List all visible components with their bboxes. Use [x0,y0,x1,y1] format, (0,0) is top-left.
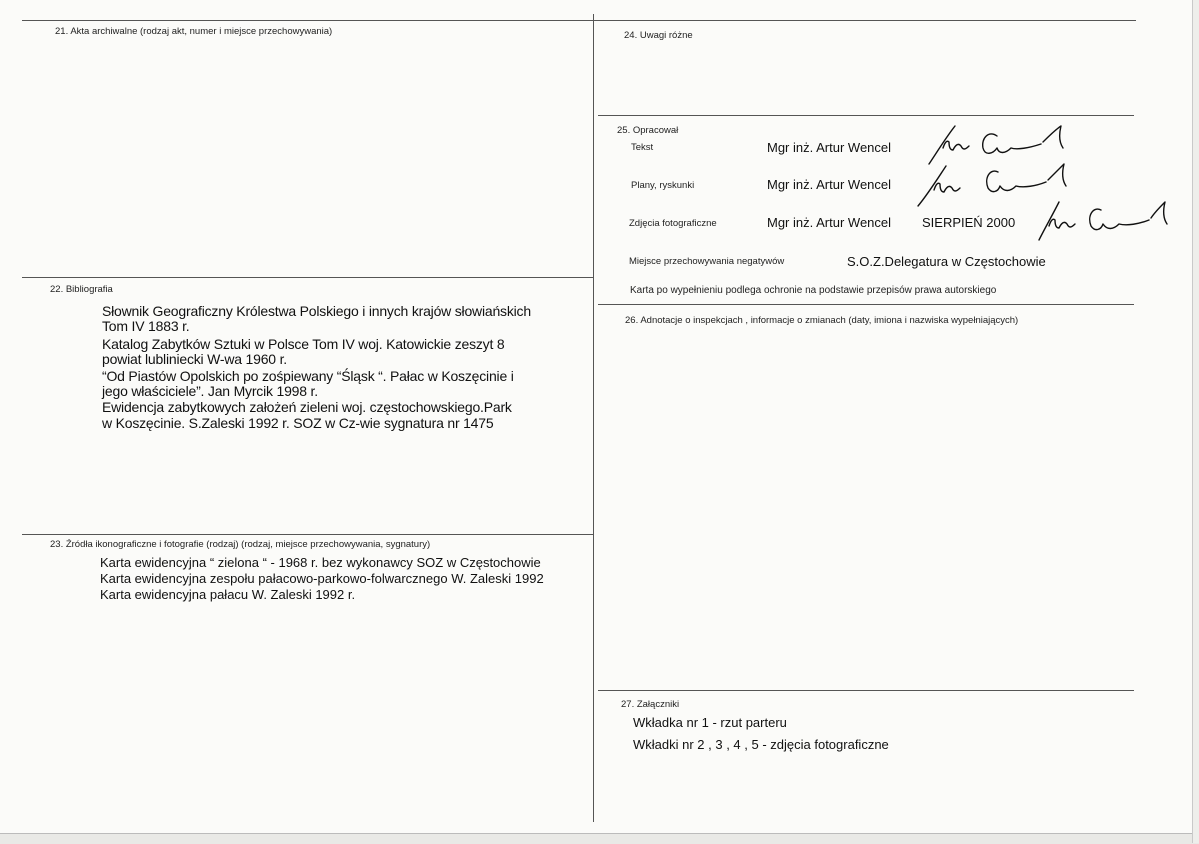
section-23-label: 23. Źródła ikonograficzne i fotografie (rodzaj) (rodzaj, miejsce przechowywania, sygnatury) [50,539,431,550]
section-25-label: 25. Opracował [617,125,679,136]
section-21-label: 21. Akta archiwalne (rodzaj akt, numer i miejsce przechowywania) [55,26,333,37]
section-24-label: 24. Uwagi różne [624,30,693,41]
bibliography-line: jego właściciele”. Jan Myrcik 1998 r. [102,383,318,399]
zdjecia-author: Mgr inż. Artur Wencel [767,215,892,230]
top-border-line [22,20,1136,21]
bibliography-line: Katalog Zabytków Sztuki w Polsce Tom IV woj. Katowickie zeszyt 8 [102,336,505,352]
bibliography-line: powiat lubliniecki W-wa 1960 r. [102,351,287,367]
plany-label: Plany, ryskunki [631,180,695,191]
iconography-line: Karta ewidencyjna “ zielona “ - 1968 r. bez wykonawcy SOZ w Częstochowie [100,555,541,570]
iconography-line: Karta ewidencyjna pałacu W. Zaleski 1992 r. [100,587,356,602]
scan-bottom-edge [0,833,1199,844]
column-divider [593,14,594,822]
divider-21-22 [22,277,594,278]
divider-24-25 [598,115,1134,116]
signature-zdjecia-image [1035,196,1170,244]
tekst-label: Tekst [631,142,654,153]
iconography-line: Karta ewidencyjna zespołu pałacowo-parkowo-folwarcznego W. Zaleski 1992 [100,571,544,586]
divider-25-26 [598,304,1134,305]
divider-26-27 [598,690,1134,691]
attachment-line: Wkładka nr 1 - rzut parteru [633,715,787,730]
bibliography-line: Słownik Geograficzny Królestwa Polskiego i innych krajów słowiańskich [102,303,531,319]
bibliography-line: “Od Piastów Opolskich po zośpiewany “Śląsk “. Pałac w Koszęcinie i [102,368,514,384]
copyright-note: Karta po wypełnieniu podlega ochronie na podstawie przepisów prawa autorskiego [630,285,997,296]
section-27-label: 27. Załączniki [621,699,680,710]
section-26-label: 26. Adnotacje o inspekcjach , informacje o zmianach (daty, imiona i nazwiska wypełniających) [625,315,1019,326]
bibliography-line: Tom IV 1883 r. [102,318,190,334]
bibliography-line: w Koszęcinie. S.Zaleski 1992 r. SOZ w Cz-wie sygnatura nr 1475 [102,415,494,431]
bibliography-line: Ewidencja zabytkowych założeń zieleni woj. częstochowskiego.Park [102,399,512,415]
negatywy-value: S.O.Z.Delegatura w Częstochowie [847,254,1046,269]
zdjecia-date: SIERPIEŃ 2000 [922,215,1016,230]
section-22-label: 22. Bibliografia [50,284,113,295]
divider-22-23 [22,534,594,535]
plany-author: Mgr inż. Artur Wencel [767,177,892,192]
negatywy-label: Miejsce przechowywania negatywów [629,256,785,267]
tekst-author: Mgr inż. Artur Wencel [767,140,892,155]
zdjecia-label: Zdjęcia fotograficzne [629,218,717,229]
scan-right-edge [1192,0,1199,843]
attachment-line: Wkładki nr 2 , 3 , 4 , 5 - zdjęcia fotograficzne [633,737,889,752]
